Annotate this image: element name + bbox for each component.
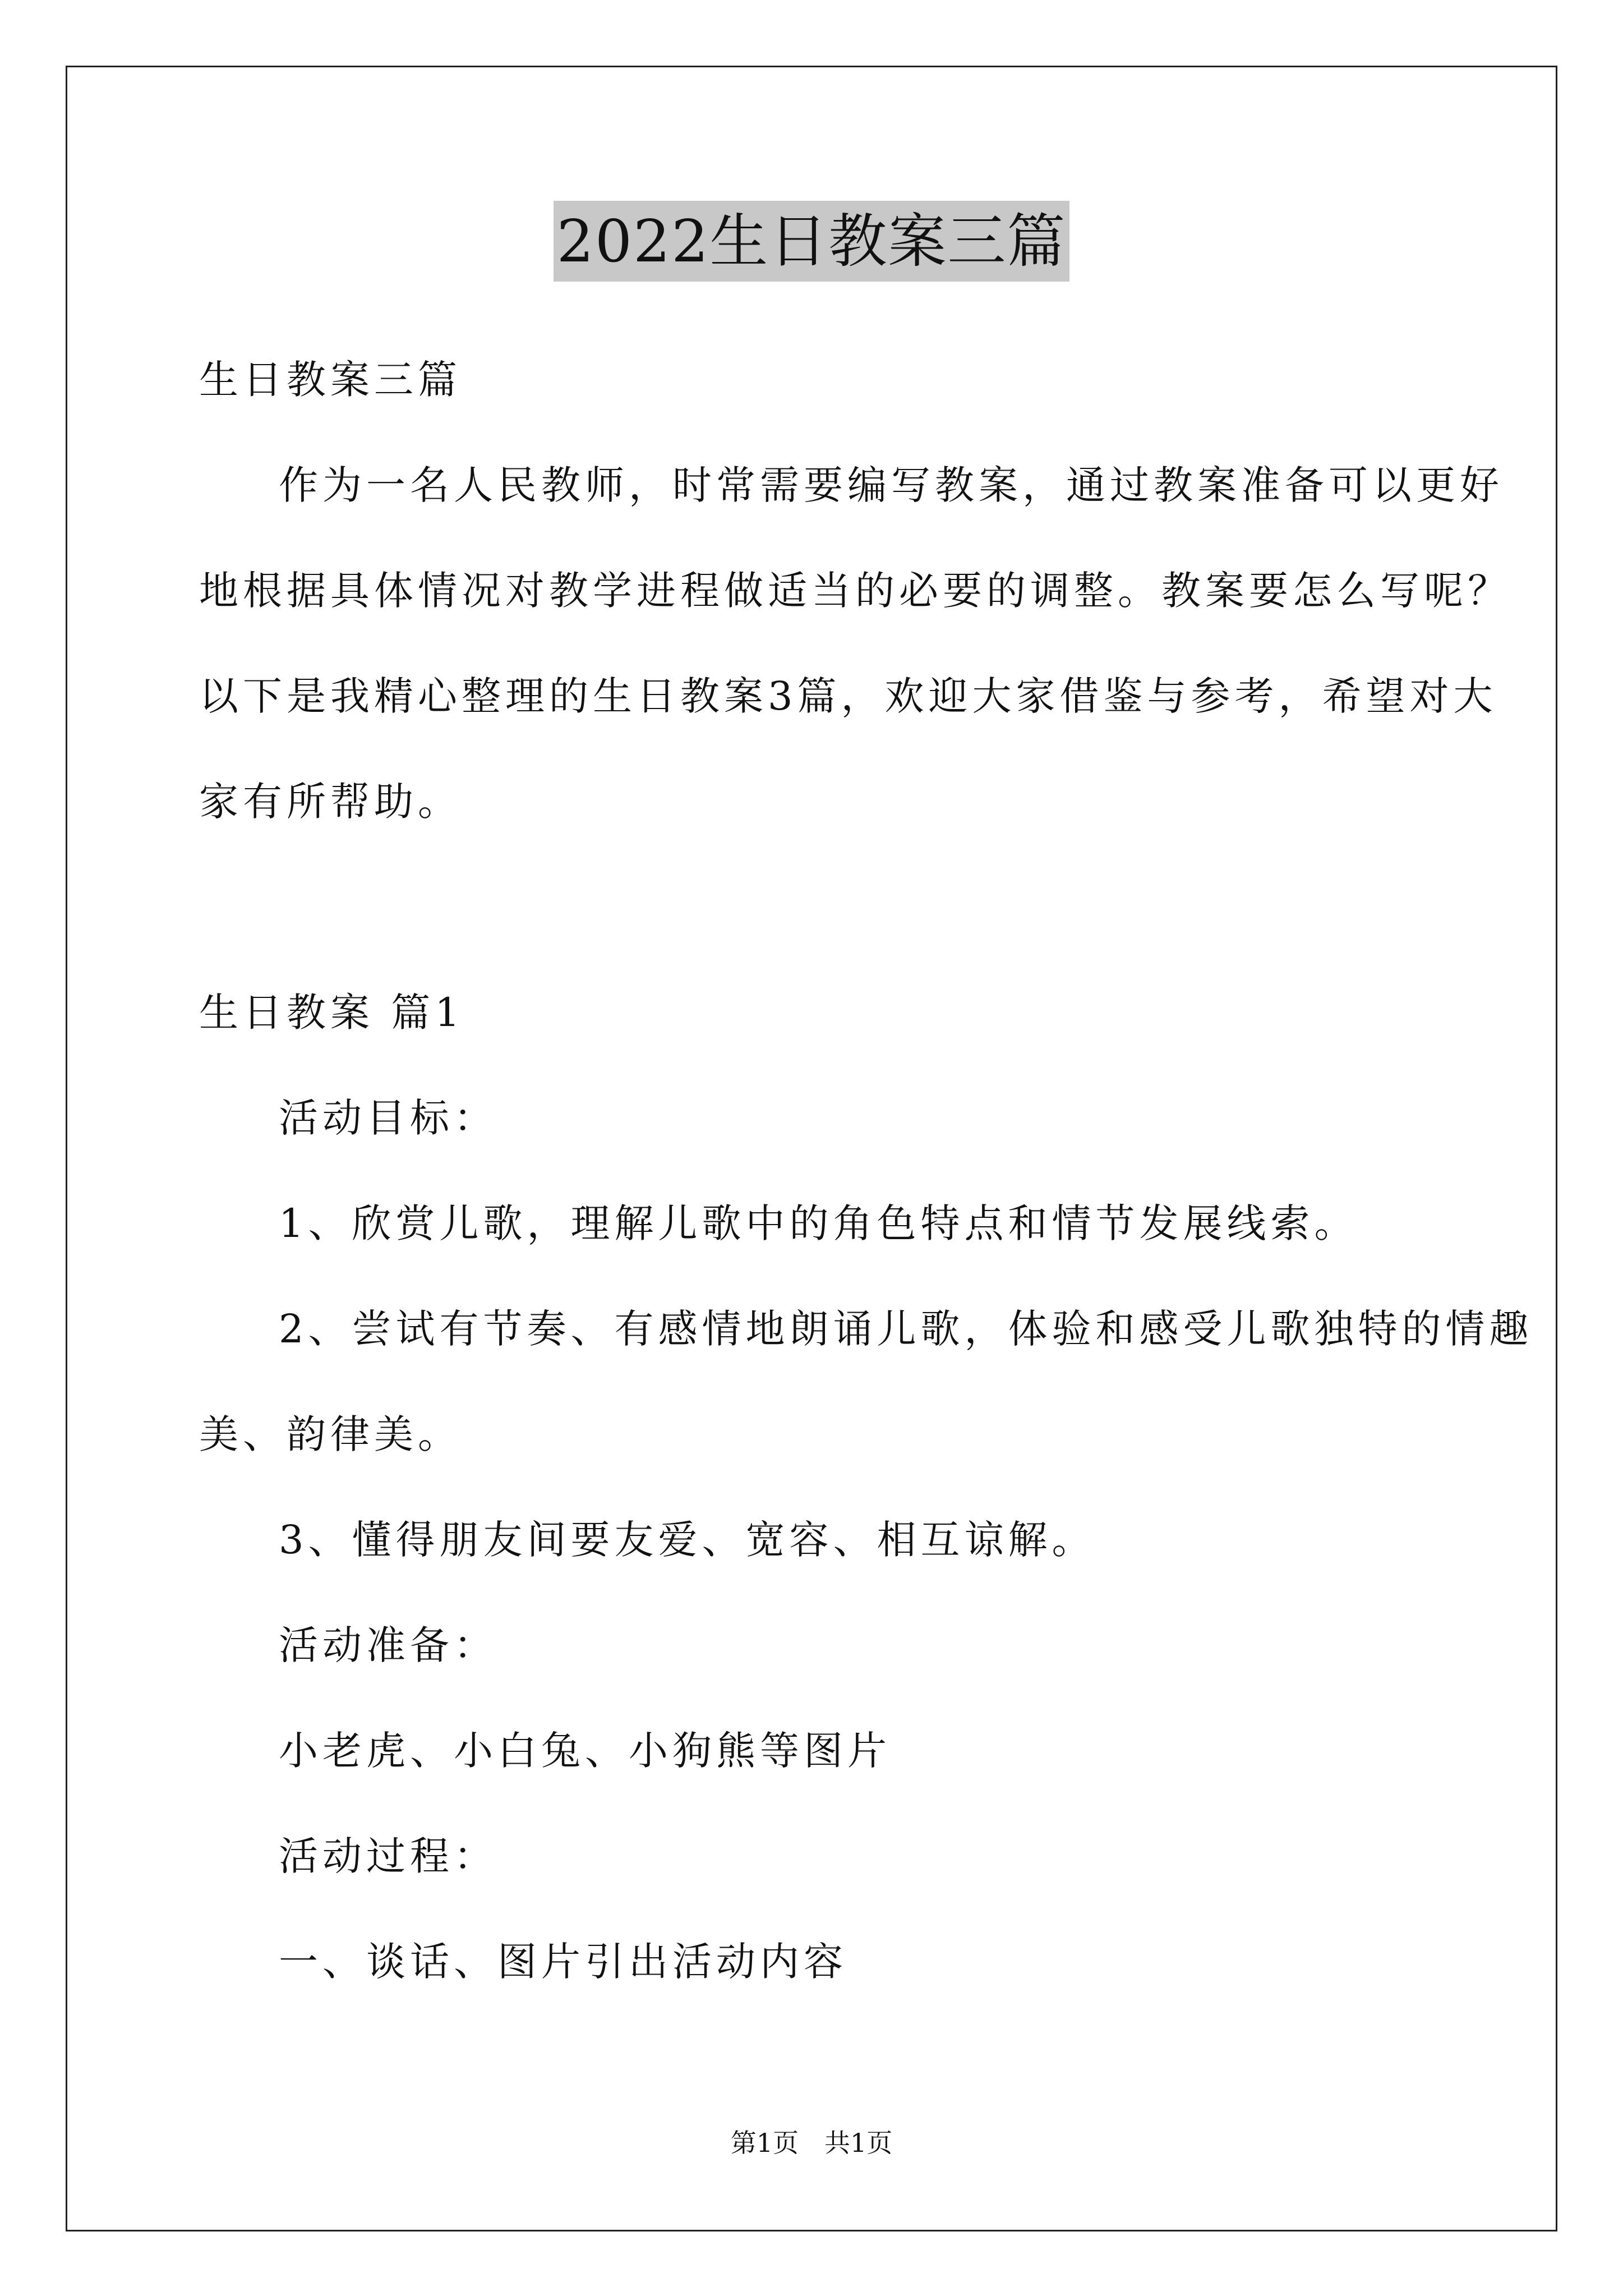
text-line: 家有所帮助。: [199, 779, 462, 825]
text-line: 美、韵律美。: [199, 1411, 462, 1457]
text-line: 一、谈话、图片引出活动内容: [279, 1939, 847, 1985]
page-footer: 第1页 共1页: [730, 2128, 893, 2158]
text-line: 活动准备：: [279, 1622, 497, 1668]
section-heading: 生日教案 篇1: [199, 990, 464, 1036]
text-line: 活动目标：: [279, 1095, 497, 1141]
text-line: 3、懂得朋友间要友爱、宽容、相互谅解。: [279, 1517, 1096, 1563]
text-line: 作为一名人民教师，时常需要编写教案，通过教案准备可以更好: [279, 462, 1504, 508]
text-line: 以下是我精心整理的生日教案3篇，欢迎大家借鉴与参考，希望对大: [199, 673, 1497, 719]
title-container: [0, 201, 1623, 282]
document-title: 2022生日教案三篇: [554, 201, 1070, 282]
text-line: 活动过程：: [279, 1833, 497, 1879]
text-line: 生日教案三篇: [199, 357, 462, 403]
text-line: 地根据具体情况对教学进程做适当的必要的调整。教案要怎么写呢？: [199, 568, 1511, 614]
text-line: 小老虎、小白兔、小狗熊等图片: [279, 1728, 891, 1774]
text-line: 1、欣赏儿歌，理解儿歌中的角色特点和情节发展线索。: [279, 1200, 1358, 1246]
text-line: 2、尝试有节奏、有感情地朗诵儿歌，体验和感受儿歌独特的情趣: [279, 1306, 1533, 1352]
